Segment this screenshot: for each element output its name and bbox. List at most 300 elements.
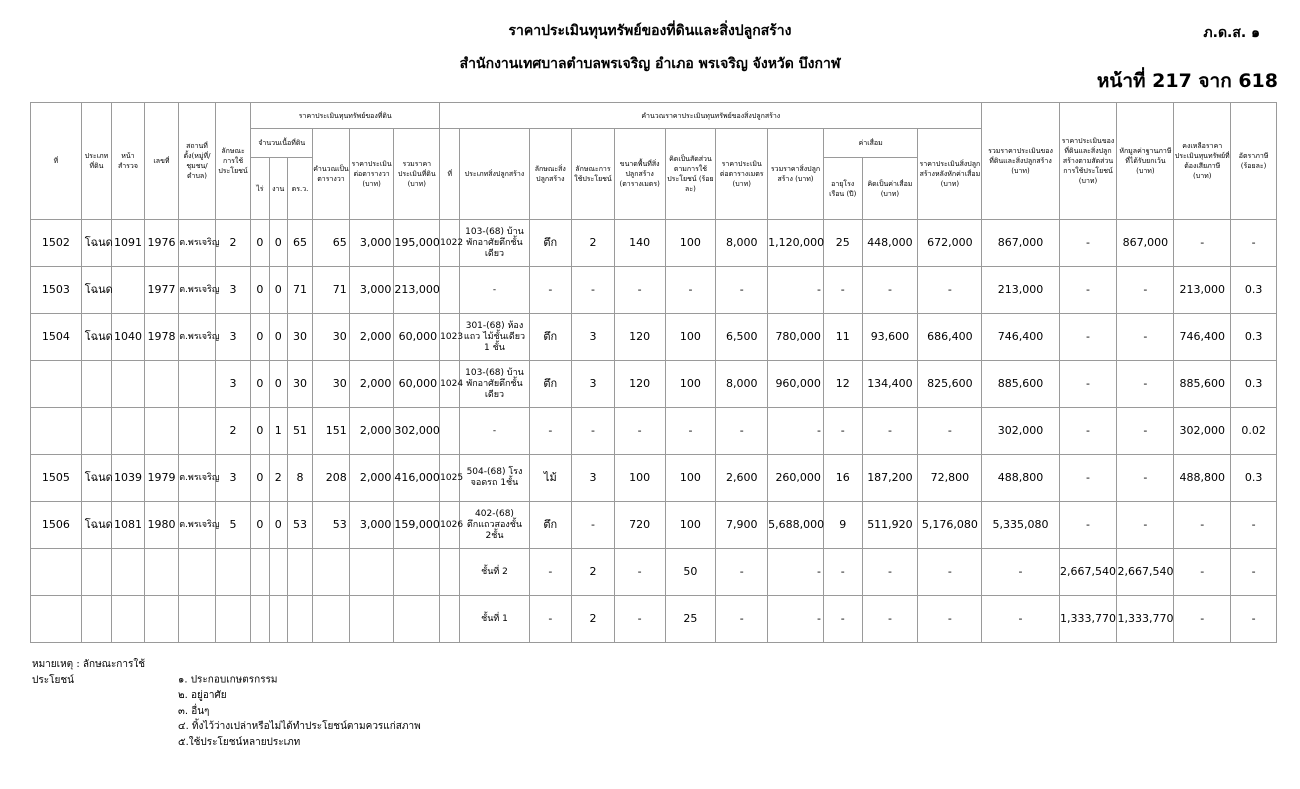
table-cell: -: [768, 549, 824, 596]
table-cell: 8: [287, 455, 312, 502]
table-cell: [287, 549, 312, 596]
col-land-value: รวมราคาประเมินที่ดิน (บาท): [394, 129, 440, 220]
table-cell: [440, 408, 460, 455]
table-cell: -: [1059, 502, 1117, 549]
table-cell: [349, 549, 394, 596]
table-cell: -: [918, 596, 982, 643]
table-cell: 0: [269, 220, 287, 267]
col-ngan: งาน: [269, 158, 287, 220]
table-cell: 140: [614, 220, 665, 267]
table-cell: -: [768, 267, 824, 314]
table-cell: 780,000: [768, 314, 824, 361]
table-cell: 3,000: [349, 267, 394, 314]
table-cell: 1978: [144, 314, 179, 361]
table-cell: 301-(68) ห้องแถว ไม้ชั้นเดียว 1 ชั้น: [460, 314, 529, 361]
table-row: [31, 361, 1277, 408]
table-cell: 1024: [440, 361, 460, 408]
notes: [32, 657, 421, 750]
table-cell: -: [768, 596, 824, 643]
table-cell: [269, 596, 287, 643]
table-cell: -: [982, 596, 1059, 643]
table-cell: -: [1117, 361, 1174, 408]
group-land-value: ราคาประเมินทุนทรัพย์ของที่ดิน: [251, 103, 440, 129]
table-cell: 1976: [144, 220, 179, 267]
table-cell: [112, 267, 144, 314]
col-survey-page: หน้าสำรวจ: [112, 103, 144, 220]
table-cell: -: [1117, 502, 1174, 549]
table-cell: 30: [287, 314, 312, 361]
table-cell: [440, 596, 460, 643]
table-cell: -: [918, 267, 982, 314]
table-cell: -: [665, 408, 716, 455]
table-cell: -: [716, 267, 768, 314]
table-cell: 65: [313, 220, 350, 267]
table-cell: -: [823, 408, 862, 455]
table-cell: -: [1174, 596, 1231, 643]
note-item: ๑. ประกอบเกษตรกรรม: [178, 674, 278, 686]
table-cell: 60,000: [394, 314, 440, 361]
table-cell: [215, 596, 251, 643]
table-cell: ต.พรเจริญ: [179, 267, 216, 314]
table-cell: 1091: [112, 220, 144, 267]
table-cell: 0: [251, 408, 269, 455]
table-cell: 1506: [31, 502, 82, 549]
table-cell: -: [1059, 361, 1117, 408]
table-row: [31, 220, 1277, 267]
table-cell: 746,400: [982, 314, 1059, 361]
table-cell: [287, 596, 312, 643]
table-cell: 5,335,080: [982, 502, 1059, 549]
table-cell: -: [716, 408, 768, 455]
col-dep-age: อายุโรงเรือน (ปี): [823, 158, 862, 220]
note-item: ๓. อื่นๆ: [178, 705, 210, 717]
table-cell: 0.3: [1231, 361, 1277, 408]
group-building-value: คำนวณราคาประเมินทุนทรัพย์ของสิ่งปลูกสร้าง: [440, 103, 982, 129]
table-cell: -: [572, 267, 615, 314]
table-cell: ต.พรเจริญ: [179, 455, 216, 502]
table-cell: 1081: [112, 502, 144, 549]
table-cell: [31, 361, 82, 408]
table-cell: 2: [572, 220, 615, 267]
col-deduction: หักมูลค่าฐานภาษีที่ได้รับยกเว้น (บาท): [1117, 103, 1174, 220]
col-building-type: ประเภทสิ่งปลูกสร้าง: [460, 129, 529, 220]
table-cell: [144, 596, 179, 643]
table-cell: ตึก: [529, 220, 572, 267]
table-cell: -: [716, 596, 768, 643]
table-cell: 3: [572, 455, 615, 502]
assessment-table: [30, 102, 1277, 643]
table-cell: [179, 549, 216, 596]
table-cell: [81, 361, 111, 408]
table-cell: 51: [287, 408, 312, 455]
col-no: ที่: [31, 103, 82, 220]
table-cell: [31, 549, 82, 596]
table-cell: 1,333,770: [1059, 596, 1117, 643]
table-cell: 25: [665, 596, 716, 643]
table-cell: 2: [572, 596, 615, 643]
table-cell: 213,000: [1174, 267, 1231, 314]
table-cell: -: [918, 408, 982, 455]
table-cell: 960,000: [768, 361, 824, 408]
table-row: [31, 267, 1277, 314]
table-cell: -: [572, 408, 615, 455]
table-cell: 1025: [440, 455, 460, 502]
notes-label: หมายเหตุ : ลักษณะการใช้ประโยชน์: [32, 659, 146, 686]
table-cell: [81, 408, 111, 455]
table-cell: [251, 549, 269, 596]
table-cell: -: [665, 267, 716, 314]
table-cell: 6,500: [716, 314, 768, 361]
table-cell: [440, 549, 460, 596]
table-cell: 0: [251, 267, 269, 314]
col-building-percent: คิดเป็นสัดส่วนตามการใช้ประโยชน์ (ร้อยละ): [665, 129, 716, 220]
table-cell: -: [1117, 314, 1174, 361]
table-cell: 1023: [440, 314, 460, 361]
table-cell: 120: [614, 361, 665, 408]
col-price-per-sqwa: ราคาประเมินต่อตารางวา (บาท): [349, 129, 394, 220]
table-cell: -: [1059, 267, 1117, 314]
table-cell: 746,400: [1174, 314, 1231, 361]
table-cell: 71: [287, 267, 312, 314]
table-cell: 1040: [112, 314, 144, 361]
table-cell: 2: [572, 549, 615, 596]
table-cell: 1980: [144, 502, 179, 549]
table-cell: 159,000: [394, 502, 440, 549]
table-cell: [144, 549, 179, 596]
table-cell: ต.พรเจริญ: [179, 314, 216, 361]
table-cell: [349, 596, 394, 643]
table-cell: 100: [665, 361, 716, 408]
table-cell: 302,000: [982, 408, 1059, 455]
table-cell: -: [614, 549, 665, 596]
table-cell: [313, 596, 350, 643]
table-cell: 488,800: [982, 455, 1059, 502]
table-cell: -: [529, 596, 572, 643]
col-rai: ไร่: [251, 158, 269, 220]
table-cell: โฉนด: [81, 220, 111, 267]
document-title: ราคาประเมินทุนทรัพย์ของที่ดินและสิ่งปลูกสร้าง: [508, 23, 792, 39]
table-cell: 9: [823, 502, 862, 549]
table-cell: -: [460, 267, 529, 314]
col-building-kind: ลักษณะสิ่งปลูกสร้าง: [529, 129, 572, 220]
table-cell: -: [1174, 220, 1231, 267]
table-cell: 825,600: [918, 361, 982, 408]
table-cell: 195,000: [394, 220, 440, 267]
table-cell: -: [716, 549, 768, 596]
table-cell: 1979: [144, 455, 179, 502]
table-cell: โฉนด: [81, 455, 111, 502]
table-cell: 3: [215, 267, 251, 314]
table-cell: 0: [251, 502, 269, 549]
table-cell: [112, 408, 144, 455]
table-cell: 1977: [144, 267, 179, 314]
table-cell: 12: [823, 361, 862, 408]
table-row: [31, 455, 1277, 502]
table-cell: -: [1231, 549, 1277, 596]
table-cell: [313, 549, 350, 596]
table-row: [31, 408, 1277, 455]
table-cell: 686,400: [918, 314, 982, 361]
table-cell: [215, 549, 251, 596]
table-cell: [31, 596, 82, 643]
col-building-usage: ลักษณะการใช้ประโยชน์: [572, 129, 615, 220]
table-cell: 0: [269, 314, 287, 361]
col-number: เลขที่: [144, 103, 179, 220]
table-cell: -: [1059, 314, 1117, 361]
table-cell: 100: [614, 455, 665, 502]
table-cell: -: [768, 408, 824, 455]
table-cell: 302,000: [394, 408, 440, 455]
table-cell: 134,400: [862, 361, 918, 408]
table-cell: 11: [823, 314, 862, 361]
table-cell: 8,000: [716, 361, 768, 408]
table-cell: [440, 267, 460, 314]
table-cell: 0: [251, 220, 269, 267]
table-cell: [81, 596, 111, 643]
table-cell: [394, 549, 440, 596]
table-cell: 402-(68) ตึกแถวสองชั้น 2ชั้น: [460, 502, 529, 549]
table-cell: 0.3: [1231, 455, 1277, 502]
table-cell: -: [1231, 220, 1277, 267]
table-cell: 72,800: [918, 455, 982, 502]
table-cell: 100: [665, 220, 716, 267]
table-cell: 3: [215, 361, 251, 408]
table-row: [31, 596, 1277, 643]
page-number: หน้าที่ 217 จาก 618: [1096, 70, 1278, 92]
table-cell: 5,176,080: [918, 502, 982, 549]
table-cell: -: [862, 549, 918, 596]
table-cell: -: [529, 408, 572, 455]
table-cell: 60,000: [394, 361, 440, 408]
table-cell: ชั้นที่ 1: [460, 596, 529, 643]
table-cell: ต.พรเจริญ: [179, 220, 216, 267]
table-cell: 720: [614, 502, 665, 549]
table-cell: 120: [614, 314, 665, 361]
table-cell: 885,600: [982, 361, 1059, 408]
table-cell: 8,000: [716, 220, 768, 267]
note-item: ๒. อยู่อาศัย: [178, 690, 227, 701]
table-cell: 1022: [440, 220, 460, 267]
col-sqwa: ตร.ว.: [287, 158, 312, 220]
table-cell: 885,600: [1174, 361, 1231, 408]
col-usage: ลักษณะการใช้ประโยชน์: [215, 103, 251, 220]
col-land-type: ประเภทที่ดิน: [81, 103, 111, 220]
table-cell: 0: [269, 502, 287, 549]
col-tax-rate: อัตราภาษี (ร้อยละ): [1231, 103, 1277, 220]
table-cell: 2: [269, 455, 287, 502]
office-subtitle: สำนักงานเทศบาลตำบลพรเจริญ อำเภอ พรเจริญ จังหวัด บึงกาฬ: [459, 56, 841, 72]
table-cell: 100: [665, 455, 716, 502]
table-cell: 3,000: [349, 220, 394, 267]
table-row: [31, 549, 1277, 596]
table-cell: [144, 408, 179, 455]
col-location: สถานที่ตั้ง(หมู่ที่/ชุมชน/ตำบล): [179, 103, 216, 220]
table-cell: 260,000: [768, 455, 824, 502]
table-cell: [31, 408, 82, 455]
table-cell: 208: [313, 455, 350, 502]
table-cell: 213,000: [982, 267, 1059, 314]
table-cell: 2: [215, 220, 251, 267]
table-cell: 1502: [31, 220, 82, 267]
table-cell: -: [1231, 596, 1277, 643]
table-cell: -: [823, 549, 862, 596]
table-cell: 1039: [112, 455, 144, 502]
table-cell: 2,000: [349, 408, 394, 455]
col-total-sqwa: คำนวณเป็นตารางวา: [313, 129, 350, 220]
table-header: [31, 103, 1277, 220]
table-cell: 71: [313, 267, 350, 314]
table-cell: -: [1059, 455, 1117, 502]
table-cell: -: [460, 408, 529, 455]
table-cell: 30: [287, 361, 312, 408]
table-cell: -: [529, 267, 572, 314]
table-cell: 3: [215, 455, 251, 502]
table-cell: [144, 361, 179, 408]
table-cell: -: [918, 549, 982, 596]
table-cell: -: [1117, 455, 1174, 502]
table-cell: -: [1231, 502, 1277, 549]
table-cell: -: [1117, 408, 1174, 455]
table-cell: -: [862, 408, 918, 455]
table-cell: [112, 549, 144, 596]
table-cell: 3: [572, 314, 615, 361]
table-cell: -: [982, 549, 1059, 596]
table-cell: -: [1174, 549, 1231, 596]
table-cell: ต.พรเจริญ: [179, 502, 216, 549]
table-cell: 100: [665, 502, 716, 549]
table-row: [31, 502, 1277, 549]
table-cell: 867,000: [982, 220, 1059, 267]
col-building-after-dep: ราคาประเมินสิ่งปลูกสร้างหลังหักค่าเสื่อม (บาท): [918, 129, 982, 220]
table-cell: 2,000: [349, 314, 394, 361]
table-body: [31, 220, 1277, 643]
table-cell: 1,333,770: [1117, 596, 1174, 643]
table-cell: 1,120,000: [768, 220, 824, 267]
table-cell: -: [862, 267, 918, 314]
table-cell: 448,000: [862, 220, 918, 267]
table-cell: 0: [269, 361, 287, 408]
table-cell: 3: [215, 314, 251, 361]
table-cell: 0: [251, 361, 269, 408]
table-cell: -: [529, 549, 572, 596]
table-cell: 0.02: [1231, 408, 1277, 455]
table-cell: 1505: [31, 455, 82, 502]
table-cell: 151: [313, 408, 350, 455]
table-cell: 93,600: [862, 314, 918, 361]
table-cell: 53: [313, 502, 350, 549]
table-cell: [179, 361, 216, 408]
table-cell: -: [1059, 220, 1117, 267]
table-cell: 7,900: [716, 502, 768, 549]
table-cell: 1503: [31, 267, 82, 314]
col-proportion-value: ราคาประเมินของที่ดินและสิ่งปลูกสร้างตามสัดส่วนการใช้ประโยชน์ (บาท): [1059, 103, 1117, 220]
table-cell: ตึก: [529, 361, 572, 408]
table-cell: 100: [665, 314, 716, 361]
table-cell: โฉนด: [81, 502, 111, 549]
table-cell: 103-(68) บ้านพักอาศัยตึกชั้นเดียว: [460, 220, 529, 267]
table-cell: 0: [251, 314, 269, 361]
table-cell: 2,600: [716, 455, 768, 502]
table-cell: [179, 596, 216, 643]
table-cell: 2,000: [349, 455, 394, 502]
table-cell: -: [572, 502, 615, 549]
table-cell: 2,667,540: [1117, 549, 1174, 596]
table-cell: 30: [313, 314, 350, 361]
form-code: ภ.ด.ส. ๑: [1203, 25, 1260, 41]
table-cell: 53: [287, 502, 312, 549]
table-cell: 0: [251, 455, 269, 502]
table-cell: 5,688,000: [768, 502, 824, 549]
table-cell: [112, 361, 144, 408]
table-cell: 2: [215, 408, 251, 455]
table-cell: 302,000: [1174, 408, 1231, 455]
table-cell: ไม้: [529, 455, 572, 502]
table-cell: ชั้นที่ 2: [460, 549, 529, 596]
table-cell: ตึก: [529, 314, 572, 361]
col-total-value: รวมราคาประเมินของที่ดินและสิ่งปลูกสร้าง (บาท): [982, 103, 1059, 220]
table-cell: -: [823, 267, 862, 314]
table-cell: [81, 549, 111, 596]
table-cell: 504-(68) โรงจอดรถ 1ชั้น: [460, 455, 529, 502]
table-cell: -: [1174, 502, 1231, 549]
table-cell: 1026: [440, 502, 460, 549]
table-cell: โฉนด: [81, 267, 111, 314]
note-item: ๔. ทิ้งไว้ว่างเปล่าหรือไม่ได้ทำประโยชน์ตามควรแก่สภาพ: [178, 721, 421, 732]
table-cell: 16: [823, 455, 862, 502]
col-building-total: รวมราคาสิ่งปลูกสร้าง (บาท): [768, 129, 824, 220]
table-cell: -: [614, 408, 665, 455]
col-building-price-sqm: ราคาประเมินต่อตารางเมตร (บาท): [716, 129, 768, 220]
table-cell: -: [823, 596, 862, 643]
col-building-size: ขนาดพื้นที่สิ่งปลูกสร้าง (ตารางเมตร): [614, 129, 665, 220]
table-cell: โฉนด: [81, 314, 111, 361]
table-cell: 3: [572, 361, 615, 408]
table-cell: 213,000: [394, 267, 440, 314]
table-cell: 416,000: [394, 455, 440, 502]
table-cell: 0.3: [1231, 267, 1277, 314]
table-cell: 3,000: [349, 502, 394, 549]
table-cell: 511,920: [862, 502, 918, 549]
table-cell: [179, 408, 216, 455]
table-cell: 65: [287, 220, 312, 267]
table-cell: 867,000: [1117, 220, 1174, 267]
table-cell: [394, 596, 440, 643]
table-cell: 672,000: [918, 220, 982, 267]
table-cell: 2,000: [349, 361, 394, 408]
col-building-no: ที่: [440, 129, 460, 220]
table-cell: ตึก: [529, 502, 572, 549]
table-cell: 488,800: [1174, 455, 1231, 502]
table-cell: 103-(68) บ้านพักอาศัยตึกชั้นเดียว: [460, 361, 529, 408]
table-cell: 50: [665, 549, 716, 596]
table-cell: 1: [269, 408, 287, 455]
table-cell: -: [614, 267, 665, 314]
group-depreciation: ค่าเสื่อม: [823, 129, 917, 158]
table-cell: 2,667,540: [1059, 549, 1117, 596]
table-cell: 30: [313, 361, 350, 408]
table-cell: [112, 596, 144, 643]
table-cell: -: [1117, 267, 1174, 314]
table-cell: 1504: [31, 314, 82, 361]
table-cell: [251, 596, 269, 643]
table-cell: -: [614, 596, 665, 643]
table-cell: 0: [269, 267, 287, 314]
col-dep-amount: คิดเป็นค่าเสื่อม (บาท): [862, 158, 918, 220]
table-cell: 187,200: [862, 455, 918, 502]
group-land-area: จำนวนเนื้อที่ดิน: [251, 129, 313, 158]
table-row: [31, 314, 1277, 361]
col-taxable: คงเหลือราคาประเมินทุนทรัพย์ที่ต้องเสียภาษี (บาท): [1174, 103, 1231, 220]
